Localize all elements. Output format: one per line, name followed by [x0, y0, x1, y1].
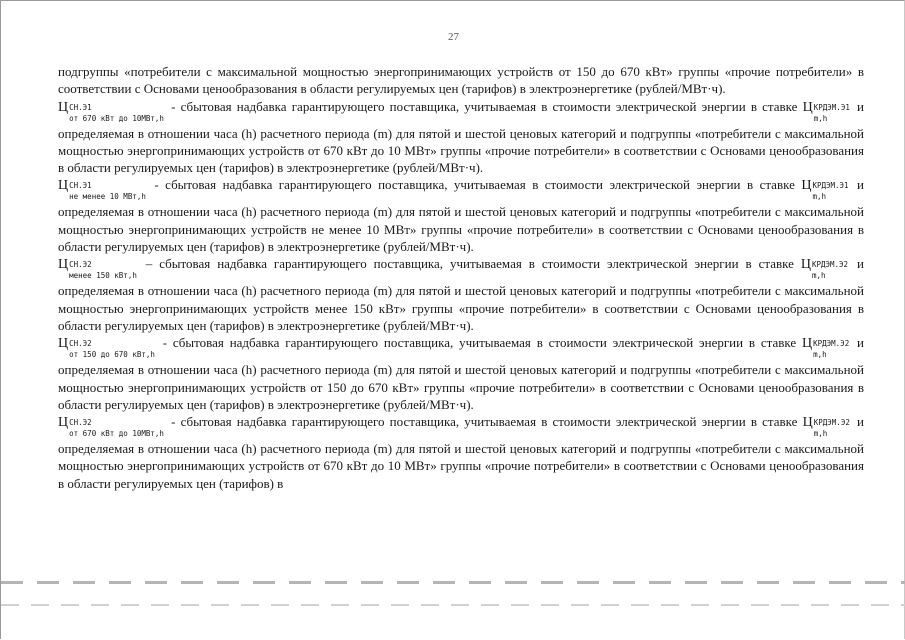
- definition-lead: - сбытовая надбавка гарантирующего поставщика, учитываемая в стоимости электрической энергии в ставке: [156, 335, 802, 351]
- rate-symbol: Ц КРДЭМ.Э2 m,h: [802, 415, 850, 439]
- definitions-list: [58, 98, 864, 492]
- definition-item: [58, 255, 864, 334]
- definition-item: [58, 413, 864, 492]
- rate-symbol: Ц КРДЭМ.Э2 m,h: [800, 257, 849, 281]
- intro-paragraph: подгруппы «потребители с максимальной мощностью энергопринимающих устройств от 150 до 670 кВт» группы «прочие потребители» в соответствии с Основами ценообразования в области регулируемых цен (тарифов) в электроэнергетике (рублей/МВт·ч).: [58, 64, 864, 97]
- definition-rest: и определяемая в отношении часа (h) расчетного периода (m) для пятой и шестой ценовых категорий и подгруппы «потребители с максимальной мощностью энергопринимающих устройств от 150 до 670 кВт» группы «прочие потребители» в соответствии с Основами ценообразования в области регулируемых цен (тарифов) в электроэнергетике (рублей/МВт·ч).: [58, 335, 864, 412]
- page-body: [58, 63, 864, 492]
- symbol: Ц СН.Э2 менее 150 кВт,h: [58, 257, 137, 281]
- definition-item: [58, 176, 864, 255]
- definition-item: [58, 98, 864, 177]
- definition-rest: и определяемая в отношении часа (h) расчетного периода (m) для пятой и шестой ценовых категорий и подгруппы «потребители с максимальной мощностью энергопринимающих устройств от 670 кВт до 10 МВт» группы «прочие потребители» в соответствии с Основами ценообразования в области регулируемых цен (тарифов) в: [58, 414, 864, 491]
- rate-symbol: Ц КРДЭМ.Э2 m,h: [801, 336, 850, 360]
- definition-lead: - сбытовая надбавка гарантирующего поставщика, учитываемая в стоимости электрической энергии в ставке: [147, 177, 802, 193]
- definition-lead: – сбытовая надбавка гарантирующего поставщика, учитываемая в стоимости электрической энергии в ставке: [138, 256, 801, 272]
- rate-symbol: Ц КРДЭМ.Э1 m,h: [802, 99, 850, 123]
- page-number: 27: [448, 31, 459, 43]
- definition-item: [58, 334, 864, 413]
- definition-rest: и определяемая в отношении часа (h) расчетного периода (m) для пятой и шестой ценовых категорий и подгруппы «потребители с максимальной мощностью энергопринимающих устройств от 670 кВт до 10 МВт» группы «прочие потребители» в соответствии с Основами ценообразования в области регулируемых цен (тарифов) в электроэнергетике (рублей/МВт·ч).: [58, 98, 864, 176]
- scan-dashed-line-faint: [1, 604, 905, 606]
- definition-lead: - сбытовая надбавка гарантирующего поставщика, учитываемая в стоимости электрической энергии в ставке: [165, 98, 803, 114]
- symbol: Ц СН.Э1 от 670 кВт до 10МВт,h: [58, 99, 164, 123]
- definition-lead: - сбытовая надбавка гарантирующего поставщика, учитываемая в стоимости электрической энергии в ставке: [165, 414, 803, 430]
- symbol: Ц СН.Э1 не менее 10 МВт,h: [58, 178, 146, 202]
- rate-symbol: Ц КРДЭМ.Э1 m,h: [801, 178, 849, 202]
- definition-rest: и определяемая в отношении часа (h) расчетного периода (m) для пятой и шестой ценовых категорий и подгруппы «потребители с максимальной мощностью энергопринимающих устройств не менее 10 МВт» группы «прочие потребители» в соответствии с Основами ценообразования в области регулируемых цен (тарифов) в электроэнергетике (рублей/МВт·ч).: [58, 177, 864, 255]
- definition-rest: и определяемая в отношении часа (h) расчетного периода (m) для пятой и шестой ценовых категорий и подгруппы «потребители с максимальной мощностью энергопринимающих устройств менее 150 кВт» группы «прочие потребители» в соответствии с Основами ценообразования в области регулируемых цен (тарифов) в электроэнергетике (рублей/МВт·ч).: [58, 256, 864, 333]
- symbol: Ц СН.Э2 от 150 до 670 кВт,h: [58, 336, 155, 360]
- symbol: Ц СН.Э2 от 670 кВт до 10МВт,h: [58, 415, 164, 439]
- scan-dashed-line: [1, 581, 905, 584]
